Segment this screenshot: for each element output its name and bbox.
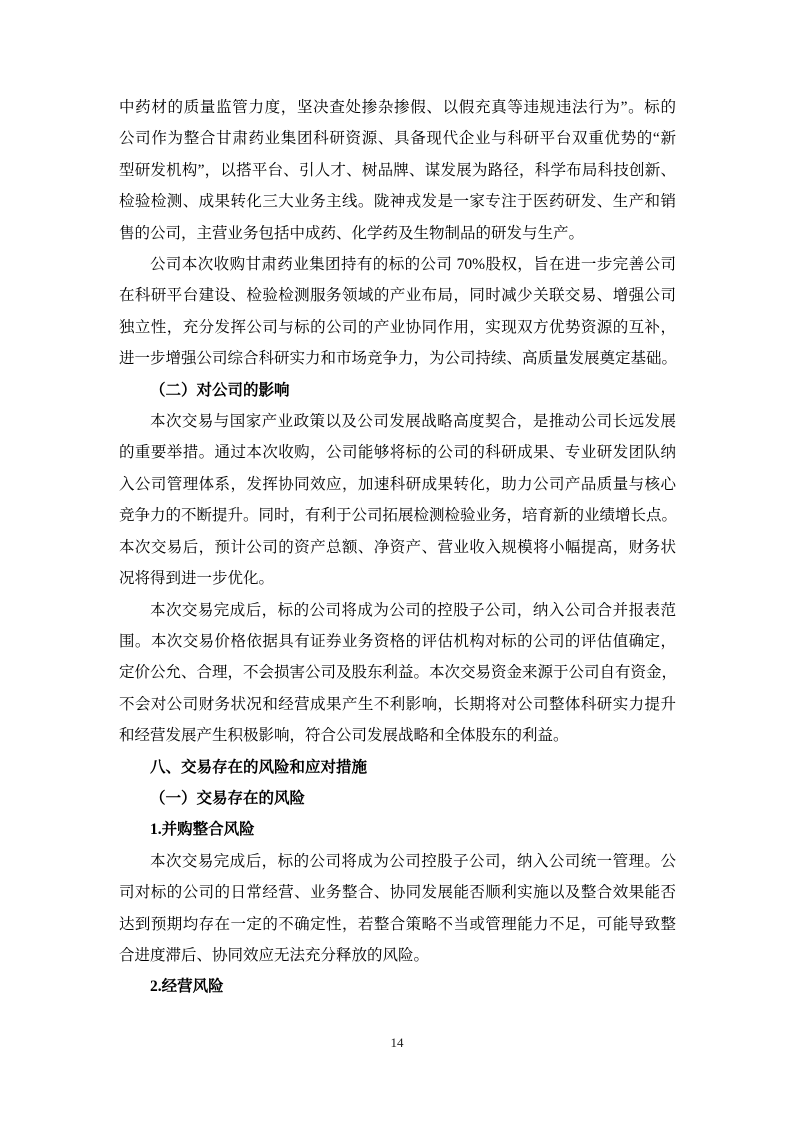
text-line: 不会对公司财务状况和经营成果产生不利影响，长期将对公司整体科研实力提升 (119, 695, 676, 713)
text-line: 入公司管理体系，发挥协同效应，加速科研成果转化，助力公司产品质量与核心 (119, 475, 676, 493)
paragraph-integration-risk-detail (119, 846, 676, 972)
heading-impact-on-company: （二）对公司的影响 (150, 381, 290, 399)
heading-risks-and-measures: 八、交易存在的风险和应对措施 (150, 758, 368, 776)
text-line: 本次交易后，预计公司的资产总额、净资产、营业收入规模将小幅提高，财务状 (119, 538, 676, 556)
text-line: 型研发机构”，以搭平台、引人才、树品牌、谋发展为路径，科学布局科技创新、 (119, 161, 676, 179)
text-line: 围。本次交易价格依据具有证券业务资格的评估机构对标的公司的评估值确定， (119, 632, 676, 650)
text-line: 合进度滞后、协同效应无法充分释放的风险。 (119, 946, 430, 964)
heading-transaction-risks: （一）交易存在的风险 (150, 789, 306, 807)
document-content (119, 92, 676, 1003)
text-line: 况将得到进一步优化。 (119, 570, 275, 588)
text-line: 检验检测、成果转化三大业务主线。陇神戎发是一家专注于医药研发、生产和销 (119, 193, 676, 211)
text-line: 中药材的质量监管力度，坚决查处掺杂掺假、以假充真等违规违法行为”。标的 (119, 99, 676, 116)
text-line: 本次交易与国家产业政策以及公司发展战略高度契合，是推动公司长远发展 (150, 413, 676, 431)
text-line: 的重要举措。通过本次收购，公司能够将标的公司的科研成果、专业研发团队纳 (119, 444, 676, 462)
text-line: 竞争力的不断提升。同时，有利于公司拓展检测检验业务，培育新的业绩增长点。 (119, 507, 678, 525)
text-line: 在科研平台建设、检验检测服务领域的产业布局，同时减少关联交易、增强公司 (119, 287, 676, 305)
text-line: 售的公司，主营业务包括中成药、化学药及生物制品的研发与生产。 (119, 224, 585, 242)
heading-operational-risk: 2.经营风险 (150, 978, 224, 996)
text-line: 独立性，充分发挥公司与标的公司的产业协同作用，实现双方优势资源的互补， (119, 318, 676, 336)
paragraph-regulation-continuation (119, 92, 676, 249)
text-line: 达到预期均存在一定的不确定性，若整合策略不当或管理能力不足，可能导致整 (119, 915, 676, 933)
text-line: 公司作为整合甘肃药业集团科研资源、具备现代企业与科研平台双重优势的“新 (119, 130, 676, 148)
text-line: 公司本次收购甘肃药业集团持有的标的公司 70%股权，旨在进一步完善公司 (150, 256, 676, 274)
heading-integration-risk: 1.并购整合风险 (150, 821, 255, 839)
paragraph-acquisition-purpose (119, 249, 676, 375)
text-line: 本次交易完成后，标的公司将成为公司的控股子公司，纳入公司合并报表范 (150, 601, 676, 619)
paragraph-strategic-alignment (119, 406, 676, 594)
paragraph-consolidation-pricing (119, 595, 676, 752)
text-line: 本次交易完成后，标的公司将成为公司控股子公司，纳入公司统一管理。公 (150, 852, 676, 870)
page-number: 14 (390, 1035, 404, 1050)
text-line: 和经营发展产生积极影响，符合公司发展战略和全体股东的利益。 (119, 727, 569, 745)
text-line: 司对标的公司的日常经营、业务整合、协同发展能否顺利实施以及整合效果能否 (119, 884, 676, 902)
text-line: 定价公允、合理，不会损害公司及股东利益。本次交易资金来源于公司自有资金， (119, 664, 678, 682)
text-line: 进一步增强公司综合科研实力和市场竞争力，为公司持续、高质量发展奠定基础。 (119, 350, 678, 368)
